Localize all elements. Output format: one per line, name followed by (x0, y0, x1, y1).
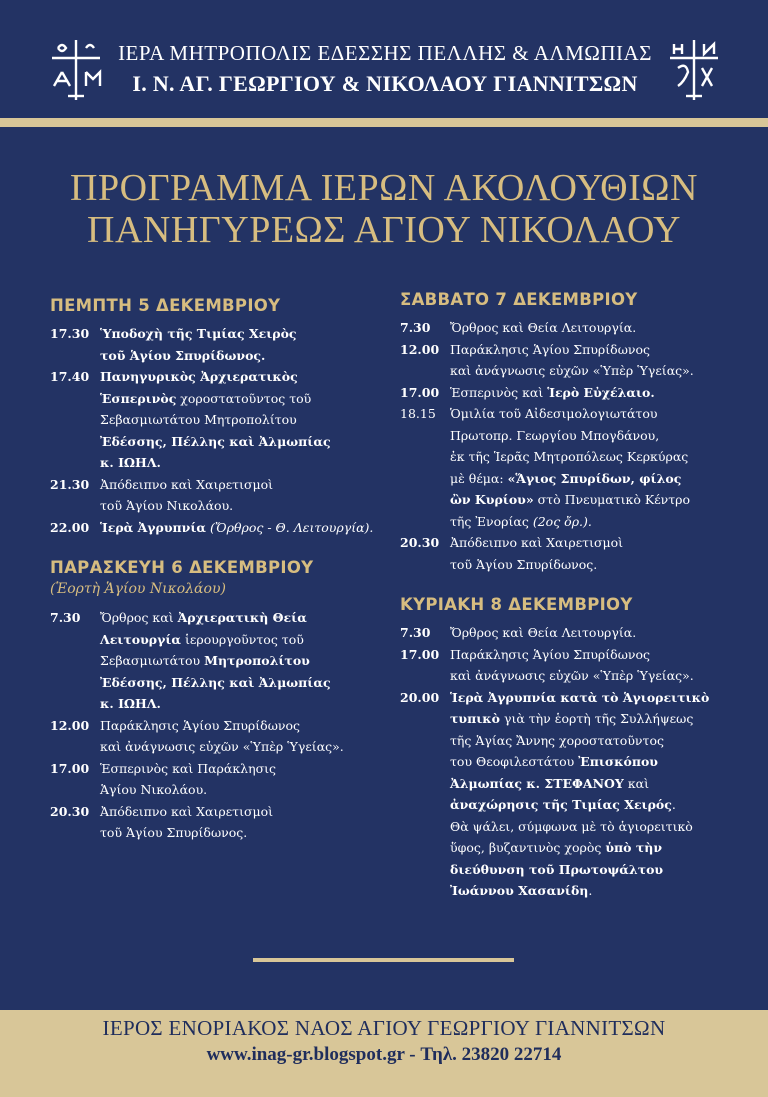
entry-line: τυπικὸ (450, 711, 500, 726)
entry-line: Ἐδέσσης, Πέλλης καὶ Ἀλμωπίας (100, 674, 331, 690)
entry-line: «Ἅγιος Σπυρίδων, φίλος (507, 470, 682, 486)
entry-text (100, 801, 390, 844)
entry-line: τοῦ Ἁγίου Σπυρίδωνος. (450, 556, 598, 572)
entry-time: 17.00 (50, 760, 90, 776)
entry-line: . (671, 797, 676, 812)
entry-time: 20.30 (400, 535, 440, 550)
entry-line: Ἰωάννου Χασανίδη (450, 883, 589, 898)
entry-time: 18.15 (400, 406, 436, 421)
header-gold-band (0, 118, 768, 127)
entry-line: Λειτουργία (100, 631, 181, 647)
entry-line: Παράκλησις Ἁγίου Σπυρίδωνος (450, 341, 651, 357)
schedule-entry (50, 323, 390, 366)
gold-divider (253, 958, 514, 962)
entry-time: 7.30 (400, 625, 431, 640)
entry-line: Μητροπολίτου (204, 653, 310, 668)
entry-line: τοῦ Ἁγίου Σπυρίδωνος. (100, 347, 266, 363)
entry-line: τῆς Ἐνορίας (450, 513, 529, 529)
entry-line: Ἑσπερινὸς (100, 390, 177, 406)
schedule-entry (400, 403, 730, 532)
footer-contact: www.inag-gr.blogspot.gr - Τηλ. 23820 22714 (206, 1044, 562, 1065)
entry-text (450, 317, 730, 339)
entry-line: Ἐδέσσης, Πέλλης καὶ Ἀλμωπίας (100, 433, 331, 449)
schedule-entry (50, 607, 390, 715)
cross-monogram-emblem-right (666, 38, 722, 102)
entry-text (100, 474, 390, 517)
entry-line: ὕφος, βυζαντινὸς χορὸς (450, 840, 602, 855)
day-subheading-friday: (Ἑορτὴ Ἁγίου Νικολάου) (50, 581, 226, 597)
entry-line: Παράκλησις Ἁγίου Σπυρίδωνος (450, 646, 651, 662)
entry-line: Πανηγυρικὸς Ἀρχιερατικὸς (100, 369, 298, 384)
entry-line: ὑπὸ τὴν (605, 840, 663, 855)
entry-line: Ὁμιλία τοῦ Αἰδεσιμολογιωτάτου (450, 406, 658, 421)
entry-line: καὶ ἀνάγνωσις εὐχῶν «Ὑπὲρ Ὑγείας». (450, 668, 694, 683)
entry-line: τῆς Ἁγίας Ἄννης χοροστατοῦντος (450, 732, 664, 748)
cross-monogram-emblem-left (48, 38, 104, 102)
entry-line: χοροστατοῦντος τοῦ (180, 390, 312, 406)
entry-line: Ἱερὰ Ἀγρυπνία (100, 519, 207, 535)
entry-line: Ἑσπερινὸς καὶ (450, 384, 544, 400)
day-heading-thursday: ΠΕΜΠΤΗ 5 ΔΕΚΕΜΒΡΙΟΥ (50, 296, 281, 315)
entry-time: 17.40 (50, 369, 90, 384)
entry-line: καὶ ἀνάγνωσις εὐχῶν «Ὑπὲρ Ὑγείας». (100, 739, 344, 754)
schedule-entry (400, 532, 730, 575)
schedule-entry (400, 339, 730, 382)
schedule-entry (400, 382, 730, 404)
entry-line: Ἀρχιερατικὴ Θεία (177, 610, 307, 625)
entry-line: διεύθυνση τοῦ Πρωτοψάλτου (450, 861, 664, 877)
entry-line: του Θεοφιλεστάτου (450, 754, 575, 769)
day-heading-friday: ΠΑΡΑΣΚΕΥΗ 6 ΔΕΚΕΜΒΡΙΟΥ (50, 558, 314, 577)
entry-time: 22.00 (50, 519, 90, 535)
entry-line: Πρωτοπρ. Γεωργίου Μπογδάνου, (450, 427, 660, 443)
entry-line: (Ὄρθρος - Θ. Λειτουργία). (210, 519, 374, 535)
header-metropolis-title: ΙΕΡΑ ΜΗΤΡΟΠΟΛΙΣ ΕΔΕΣΣΗΣ ΠΕΛΛΗΣ & ΑΛΜΩΠΙΑΣ (118, 41, 652, 65)
entry-line: Ἁγίου Νικολάου. (100, 782, 208, 797)
entry-line: Ἐπισκόπου (578, 754, 658, 769)
entry-text (450, 644, 730, 687)
entry-line: Ὄρθρος καὶ (100, 610, 174, 625)
entry-line: ἱερουργοῦντος τοῦ (184, 631, 304, 647)
entry-line: κ. ΙΩΗΛ. (100, 696, 161, 711)
entry-line: μὲ θέμα: (450, 470, 504, 486)
entry-text (100, 607, 390, 715)
entry-time: 21.30 (50, 476, 90, 492)
schedule-entry (50, 801, 390, 844)
entry-line: Ἀλμωπίας κ. ΣΤΕΦΑΝΟΥ (450, 775, 624, 791)
header (0, 0, 768, 118)
program-title-line1: ΠΡΟΓΡΑΜΜΑ ΙΕΡΩΝ ΑΚΟΛΟΥΘΙΩΝ (70, 167, 698, 209)
entry-line: Σεβασμιωτάτου (100, 653, 201, 668)
entry-time: 20.30 (50, 803, 90, 819)
entry-line: Θὰ ψάλει, σύμφωνα μὲ τὸ ἁγιορειτικὸ (450, 818, 693, 834)
entry-text (450, 532, 730, 575)
entry-text (100, 758, 390, 801)
entry-text (100, 517, 390, 539)
entry-time: 7.30 (400, 320, 431, 335)
entry-time: 7.30 (50, 610, 81, 625)
schedule-entry (50, 366, 390, 474)
schedule-left-column (50, 296, 390, 844)
entry-text (450, 382, 730, 404)
schedule-entry (50, 517, 390, 539)
entry-text (450, 403, 730, 532)
entry-text (100, 323, 390, 366)
entry-text (450, 622, 730, 644)
entry-text (450, 339, 730, 382)
entry-line: . (588, 883, 593, 898)
entry-line: Παράκλησις Ἁγίου Σπυρίδωνος (100, 717, 301, 733)
entry-line: Ὑποδοχὴ τῆς Τιμίας Χειρὸς (100, 326, 297, 341)
entry-line: (2ος ὄρ.). (532, 513, 592, 529)
entry-line: Σεβασμιωτάτου Μητροπολίτου (100, 412, 297, 427)
entry-line: ἀναχώρησις τῆς Τιμίας Χειρός (450, 797, 672, 812)
entry-line: Ἀπόδειπνο καὶ Χαιρετισμοὶ (450, 535, 624, 550)
day-heading-sunday: ΚΥΡΙΑΚΗ 8 ΔΕΚΕΜΒΡΙΟΥ (400, 595, 633, 614)
entry-line: καὶ ἀνάγνωσις εὐχῶν «Ὑπὲρ Ὑγείας». (450, 363, 694, 378)
schedule-entry (50, 758, 390, 801)
entry-line: Ὄρθρος καὶ Θεία Λειτουργία. (450, 625, 637, 640)
entry-line: ἐκ τῆς Ἱερᾶς Μητροπόλεως Κερκύρας (450, 449, 689, 464)
entry-time: 12.00 (400, 341, 440, 357)
entry-line: τοῦ Ἁγίου Νικολάου. (100, 498, 234, 513)
entry-line: Ἀπόδειπνο καὶ Χαιρετισμοὶ (100, 476, 274, 492)
entry-line: Ἑσπερινὸς καὶ Παράκλησις (100, 760, 277, 776)
entry-line: Ὄρθρος καὶ Θεία Λειτουργία. (450, 320, 637, 335)
footer (0, 1010, 768, 1097)
program-title-line2: ΠΑΝΗΓΥΡΕΩΣ ΑΓΙΟΥ ΝΙΚΟΛΑΟΥ (87, 209, 681, 251)
entry-text (100, 715, 390, 758)
entry-text (100, 366, 390, 474)
entry-time: 17.00 (400, 646, 440, 662)
entry-line: κ. ΙΩΗΛ. (100, 455, 161, 470)
schedule-entry (400, 687, 730, 902)
entry-line: Ἱερὸ Εὐχέλαιο. (547, 384, 655, 400)
entry-time: 17.00 (400, 384, 440, 400)
entry-text (450, 687, 730, 902)
footer-parish-name: ΙΕΡΟΣ ΕΝΟΡΙΑΚΟΣ ΝΑΟΣ ΑΓΙΟΥ ΓΕΩΡΓΙΟΥ ΓΙΑΝΝΙΤΣΩΝ (102, 1016, 666, 1040)
entry-line: καὶ (627, 775, 649, 791)
schedule-entry (400, 622, 730, 644)
schedule-right-column (400, 290, 730, 902)
entry-time: 12.00 (50, 717, 90, 733)
entry-time: 17.30 (50, 326, 90, 341)
day-heading-saturday: ΣΑΒΒΑΤΟ 7 ΔΕΚΕΜΒΡΙΟΥ (400, 290, 638, 309)
entry-line: γιὰ τὴν ἑορτὴ τῆς Συλλήψεως (503, 711, 694, 726)
entry-line: τοῦ Ἁγίου Σπυρίδωνος. (100, 825, 248, 840)
entry-line: Ἱερὰ Ἀγρυπνία κατὰ τὸ Ἁγιορειτικὸ (450, 689, 710, 705)
header-church-title: Ι. Ν. ΑΓ. ΓΕΩΡΓΙΟΥ & ΝΙΚΟΛΑΟΥ ΓΙΑΝΝΙΤΣΩΝ (132, 71, 638, 96)
schedule-entry (400, 644, 730, 687)
entry-line: στὸ Πνευματικὸ Κέντρο (537, 492, 691, 507)
schedule-entry (50, 715, 390, 758)
schedule-entry (50, 474, 390, 517)
schedule-entry (400, 317, 730, 339)
entry-line: Ἀπόδειπνο καὶ Χαιρετισμοὶ (100, 803, 274, 819)
entry-time: 20.00 (400, 689, 440, 705)
entry-line: ὢν Κυρίου» (450, 492, 534, 507)
